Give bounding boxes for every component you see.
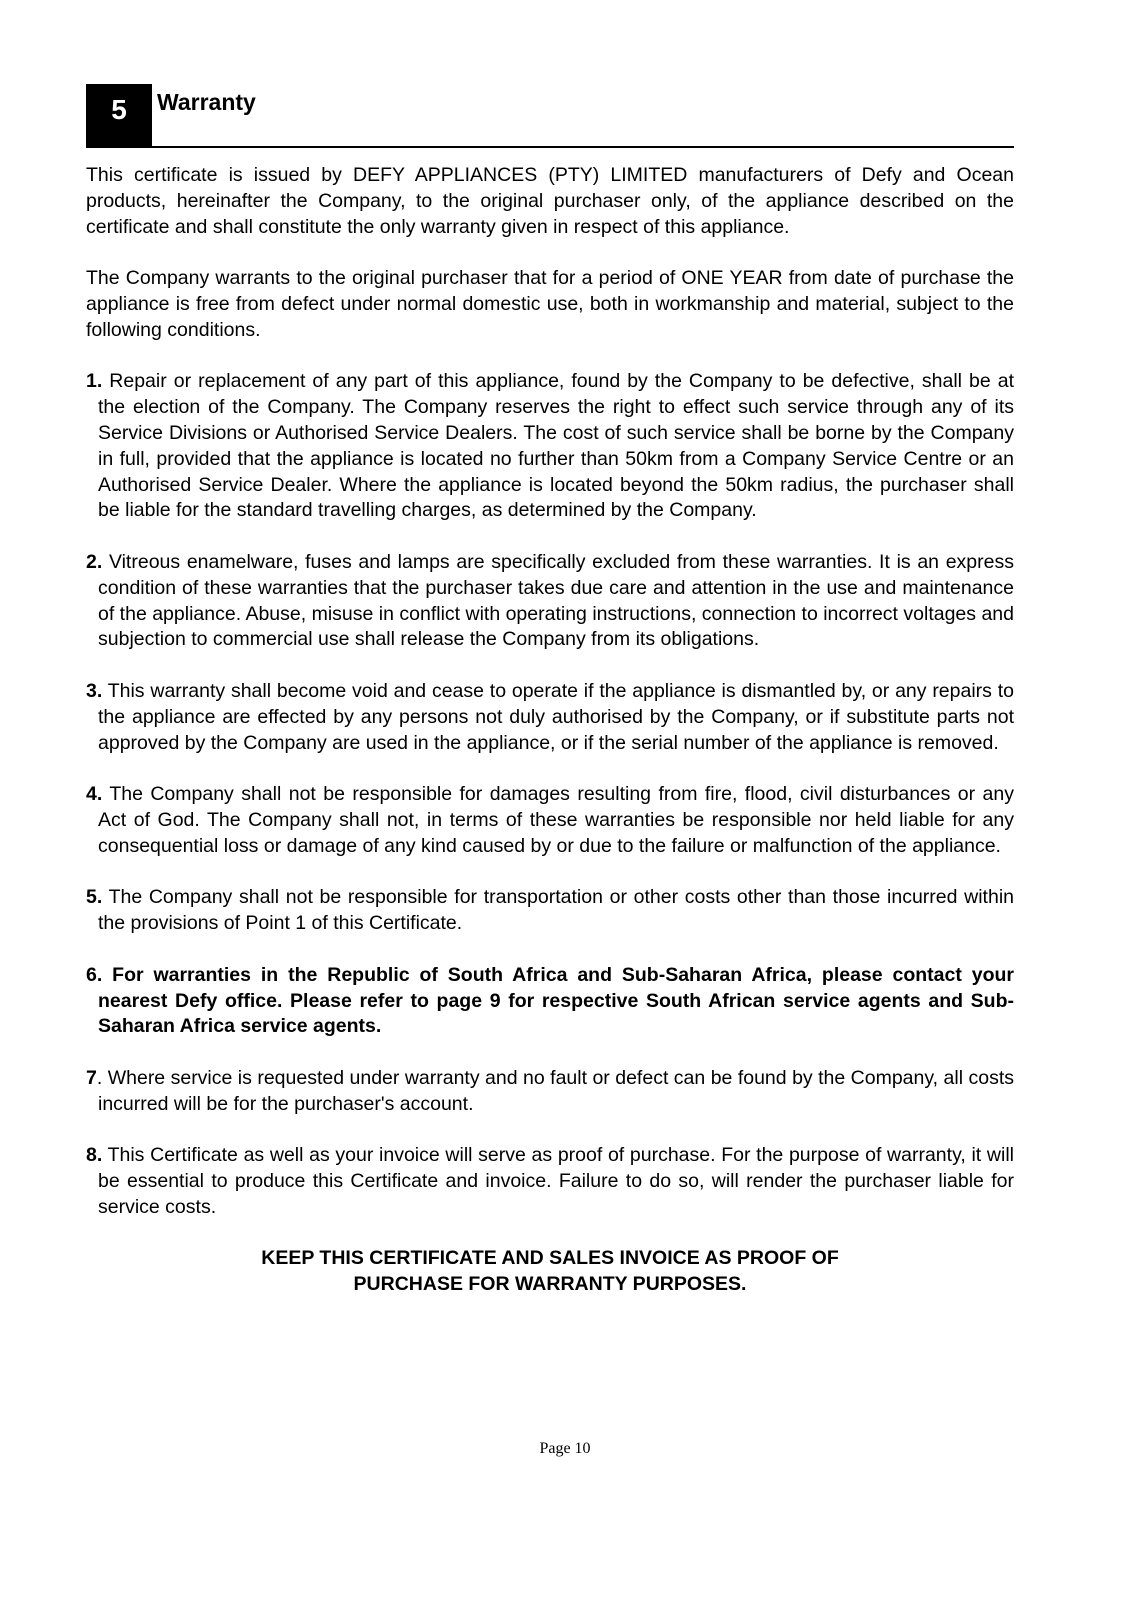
intro-paragraph: This certificate is issued by DEFY APPLIANCES (PTY) LIMITED manufacturers of Defy and Ocean products, hereinafter the Company, to the original purchaser only, of the appliance described on the certificate and shall constitute the only warranty given in respect of this appliance.: [86, 164, 1014, 238]
condition-number: 1.: [86, 370, 103, 393]
condition-text: Vitreous enamelware, fuses and lamps are specifically excluded from these warranties. It is an express condition of these warranties that the purchaser takes due care and attention in the use and maintenance of the appliance. Abuse, misuse in conflict with operating instructions, connection to incorrect voltages and subjection to commercial use shall release the Company from its obligations.: [98, 550, 1014, 651]
condition-text: The Company shall not be responsible for damages resulting from fire, flood, civil disturbances or any Act of God. The Company shall not, in terms of these warranties be responsible nor held liable for any consequential loss or damage of any kind caused by or due to the failure or malfunction of the appliance.: [98, 783, 1014, 857]
condition-item: [86, 782, 1014, 859]
condition-item: [86, 1066, 1014, 1118]
warranty-page: [86, 84, 1014, 1298]
condition-text: This warranty shall become void and cease to operate if the appliance is dismantled by, or any repairs to the appliance are effected by any persons not duly authorised by the Company, or if substitute parts not approved by the Company are used in the appliance, or if the serial number of the appliance is removed.: [98, 679, 1014, 754]
condition-item: [86, 369, 1014, 524]
warranty-content: [86, 163, 1014, 1298]
condition-number: 2.: [86, 550, 103, 573]
section-number: 5: [86, 84, 152, 146]
intro-paragraph: The Company warrants to the original purchaser that for a period of ONE YEAR from date of purchase the appliance is free from defect under normal domestic use, both in workmanship and material, subject to the following conditions.: [86, 267, 1014, 341]
condition-text: Repair or replacement of any part of this appliance, found by the Company to be defective, shall be at the election of the Company. The Company reserves the right to effect such service through any of its Service Divisions or Authorised Service Dealers. The cost of such service shall be borne by the Company in full, provided that the appliance is located no further than 50km from a Company Service Centre or an Authorised Service Dealer. Where the appliance is located beyond the 50km radius, the purchaser shall be liable for the standard travelling charges, as determined by the Company.: [98, 370, 1014, 522]
condition-item: [86, 679, 1014, 756]
condition-text: This Certificate as well as your invoice will serve as proof of purchase. For the purpose of warranty, it will be essential to produce this Certificate and invoice. Failure to do so, will render the purchaser liable for service costs.: [98, 1144, 1014, 1218]
closing-line: KEEP THIS CERTIFICATE AND SALES INVOICE AS PROOF OF: [261, 1247, 839, 1270]
condition-text: . Where service is requested under warranty and no fault or defect can be found by the Company, all costs incurred will be for the purchaser's account.: [96, 1066, 1014, 1115]
condition-item: [86, 885, 1014, 937]
condition-number: 7: [86, 1066, 97, 1089]
condition-text: The Company shall not be responsible for transportation or other costs other than those incurred within the provisions of Point 1 of this Certificate.: [98, 886, 1014, 935]
closing-line: PURCHASE FOR WARRANTY PURPOSES.: [353, 1273, 747, 1296]
conditions-list: [86, 369, 1014, 1220]
condition-number: 5.: [86, 886, 103, 909]
closing-notice: [86, 1246, 1014, 1298]
page-number: Page 10: [539, 1440, 591, 1457]
section-header: [86, 84, 1014, 148]
section-title: Warranty: [157, 89, 256, 115]
condition-number: 6.: [86, 963, 103, 986]
condition-number: 3.: [86, 679, 103, 702]
condition-number: 4.: [86, 783, 103, 806]
condition-text: For warranties in the Republic of South Africa and Sub-Saharan Africa, please contact your nearest Defy office. Please refer to page 9 for respective South African service agents and Sub-Saharan Africa service agents.: [98, 963, 1014, 1038]
condition-item: [86, 550, 1014, 653]
condition-item: [86, 1143, 1014, 1220]
condition-number: 8.: [86, 1144, 103, 1167]
condition-item: [86, 963, 1014, 1040]
